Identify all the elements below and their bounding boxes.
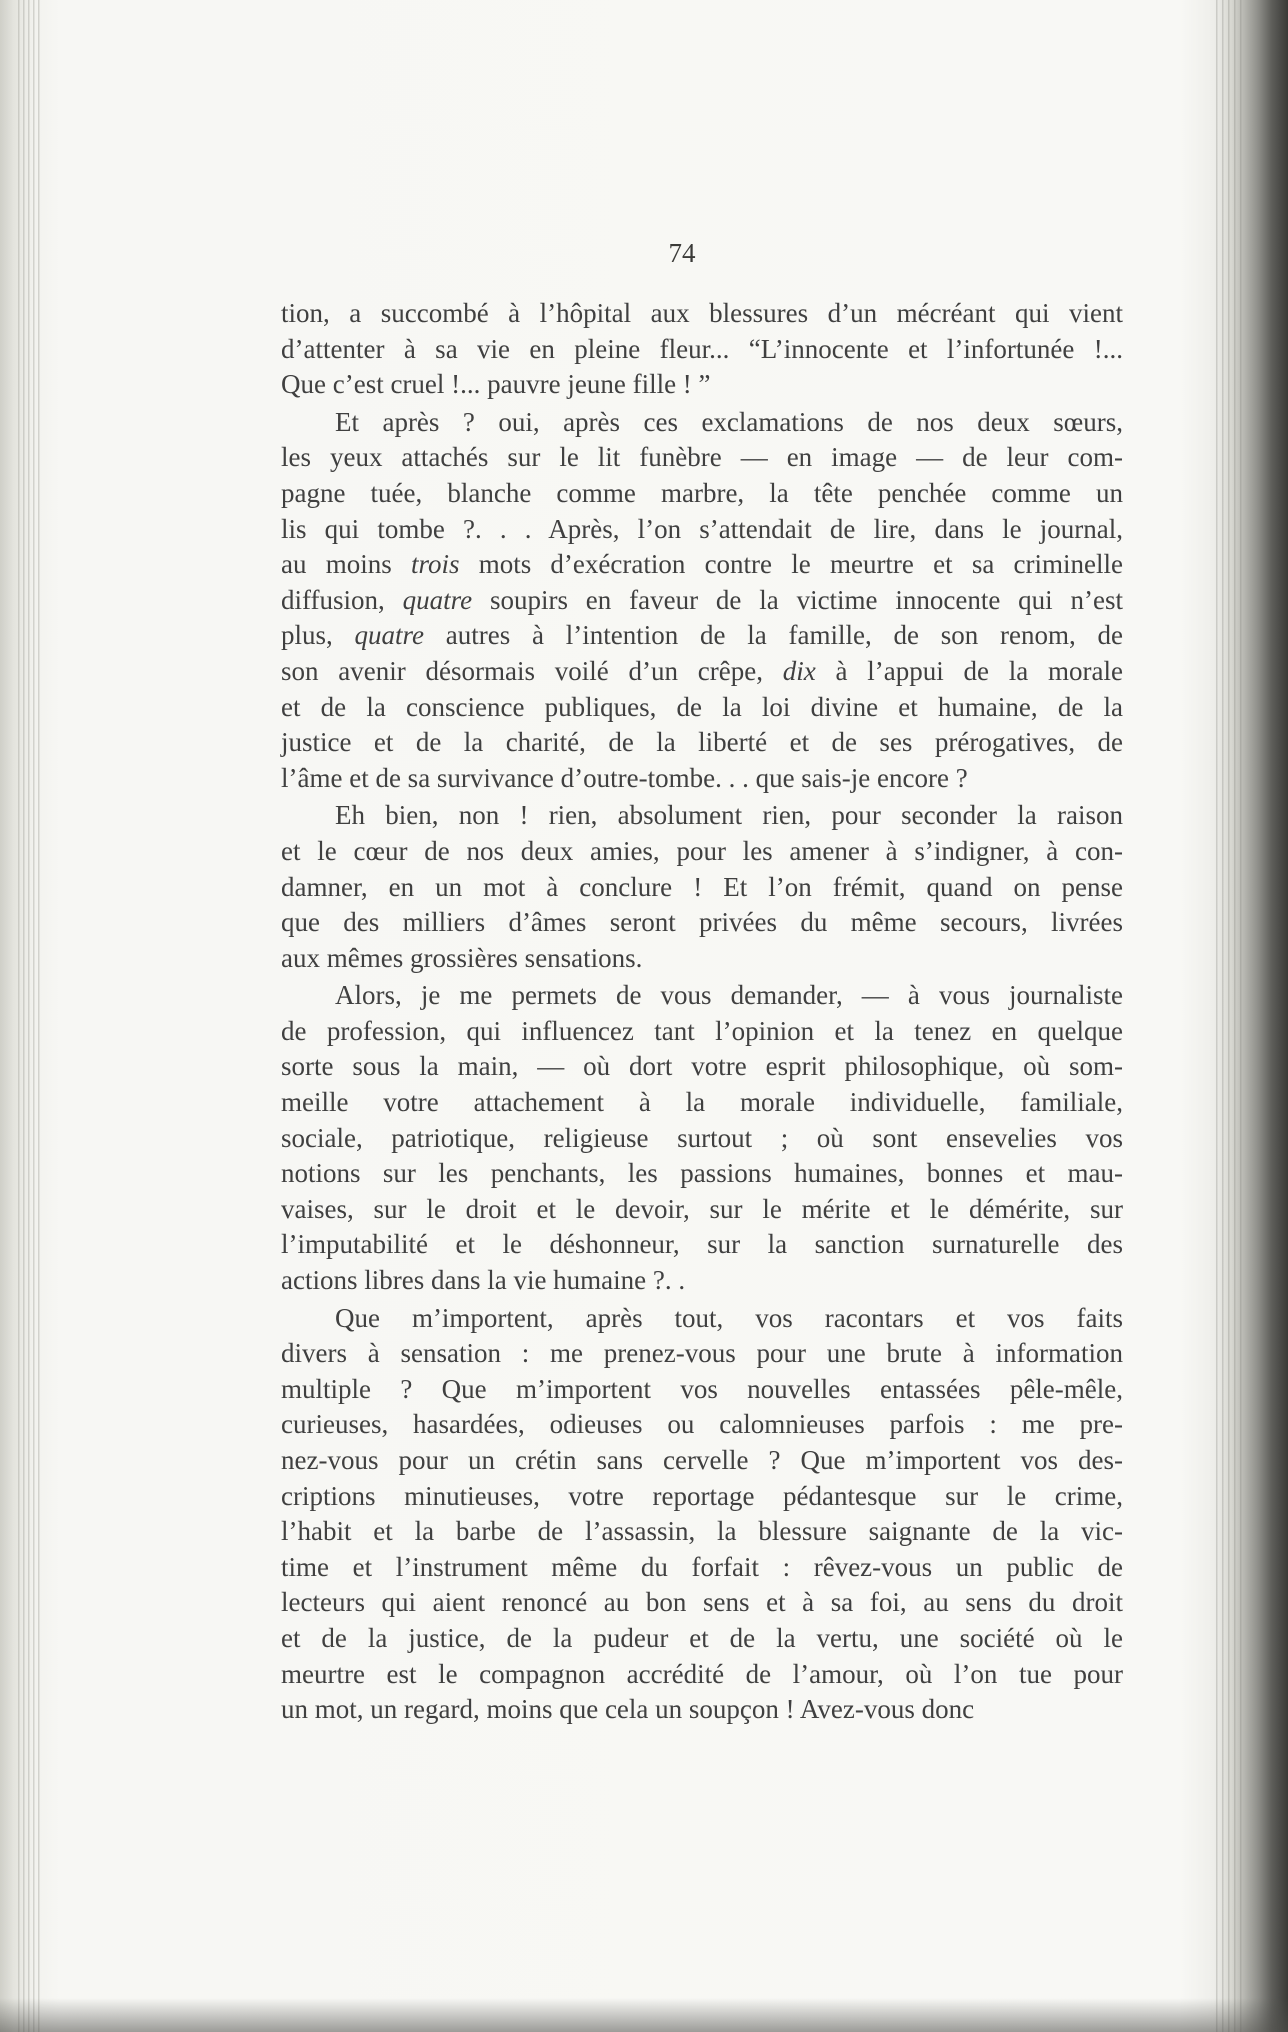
text-segment: nez-vous pour un crétin sans cervelle ? Que m’importent vos des-	[281, 1445, 1123, 1475]
text-segment: pagne tuée, blanche comme marbre, la tête penchée comme un	[281, 477, 1123, 508]
text-line	[281, 834, 1123, 870]
text-segment: tion, a succombé à l’hôpital aux blessures d’un mécréant qui vient	[281, 298, 1123, 328]
text-segment: criptions minutieuses, votre reportage pédantesque sur le crime,	[281, 1480, 1123, 1511]
text-line	[281, 618, 1123, 654]
text-segment: l’habit et la barbe de l’assassin, la blessure saignante de la vic-	[281, 1516, 1123, 1547]
text-segment: mots d’exécration contre le meurtre et sa criminelle	[459, 549, 1124, 580]
text-line	[281, 1192, 1123, 1228]
text-line	[281, 1585, 1123, 1621]
text-segment: meurtre est le compagnon accrédité de l’amour, où l’on tue pour	[281, 1658, 1123, 1689]
text-segment: lis qui tombe ?. . . Après, l’on s’attendait de lire, dans le journal,	[281, 513, 1123, 544]
text-segment: d’attenter à sa vie en pleine fleur... “L’innocente et l’infortunée !...	[281, 333, 1123, 364]
page-number: 74	[668, 238, 696, 268]
text-segment: damner, en un mot à conclure ! Et l’on frémit, quand on pense	[281, 871, 1123, 902]
text-segment: et le cœur de nos deux amies, pour les amener à s’indigner, à con-	[281, 835, 1123, 866]
text-segment: vaises, sur le droit et le devoir, sur le mérite et le démérite, sur	[281, 1193, 1123, 1224]
text-segment: et de la justice, de la pudeur et de la vertu, une société où le	[281, 1622, 1123, 1653]
text-line	[281, 512, 1123, 548]
text-segment: notions sur les penchants, les passions humaines, bonnes et mau-	[281, 1158, 1123, 1189]
text-segment: et de la conscience publiques, de la loi divine et humaine, de la	[281, 691, 1123, 722]
text-line	[281, 1407, 1123, 1443]
text-line	[281, 1372, 1123, 1408]
page-edge-right	[1216, 0, 1246, 2032]
italic-word: quatre	[402, 584, 473, 615]
text-line	[281, 1550, 1123, 1586]
text-line	[281, 725, 1123, 761]
paragraph	[281, 798, 1123, 976]
text-line	[281, 905, 1123, 941]
text-segment: meille votre attachement à la morale individuelle, familiale,	[281, 1087, 1123, 1118]
text-line	[281, 1014, 1123, 1050]
text-segment: l’imputabilité et le déshonneur, sur la sanction surnaturelle des	[281, 1229, 1123, 1260]
text-segment: que des milliers d’âmes seront privées du même secours, livrées	[281, 907, 1123, 938]
text-segment: les yeux attachés sur le lit funèbre — en image — de leur com-	[281, 442, 1123, 473]
text-segment: Que c’est cruel !... pauvre jeune fille ! ”	[281, 369, 711, 400]
text-line	[281, 1692, 1123, 1728]
text-segment: l’âme et de sa survivance d’outre-tombe. . . que sais-je encore ?	[281, 762, 968, 793]
text-segment: un mot, un regard, moins que cela un soupçon ! Avez-vous donc	[281, 1694, 975, 1725]
text-segment: son avenir désormais voilé d’un crêpe,	[281, 655, 783, 686]
text-segment: curieuses, hasardées, odieuses ou calomnieuses parfois : me pre-	[281, 1409, 1123, 1440]
text-line	[281, 1301, 1123, 1337]
text-line	[281, 798, 1123, 834]
paragraph	[281, 405, 1123, 797]
text-segment: actions libres dans la vie humaine ?. .	[281, 1265, 686, 1296]
text-segment: Et après ? oui, après ces exclamations de nos deux sœurs,	[335, 406, 1123, 437]
text-segment: au moins	[281, 549, 411, 580]
text-segment: Eh bien, non ! rien, absolument rien, pour seconder la raison	[335, 800, 1123, 831]
text-segment: diffusion,	[281, 584, 403, 615]
text-segment: Alors, je me permets de vous demander, — à vous journaliste	[335, 980, 1123, 1011]
text-segment: à l’appui de la morale	[815, 655, 1123, 686]
text-line	[281, 367, 1123, 403]
text-line	[281, 761, 1123, 797]
text-segment: plus,	[281, 620, 355, 651]
text-line	[281, 1121, 1123, 1157]
text-segment: de profession, qui influencez tant l’opinion et la tenez en quelque	[281, 1015, 1123, 1046]
paragraph	[281, 978, 1123, 1298]
text-segment: multiple ? Que m’importent vos nouvelles entassées pêle-mêle,	[281, 1373, 1123, 1404]
text-line	[281, 1479, 1123, 1515]
text-segment: soupirs en faveur de la victime innocente qui n’est	[472, 584, 1123, 615]
text-line	[281, 654, 1123, 690]
paragraph	[281, 296, 1123, 403]
text-segment: time et l’instrument même du forfait : rêvez-vous un public de	[281, 1551, 1123, 1582]
italic-word: trois	[410, 549, 460, 580]
text-segment: Que m’importent, après tout, vos racontars et vos faits	[335, 1302, 1123, 1333]
text-line	[281, 1085, 1123, 1121]
text-line	[281, 440, 1123, 476]
text-line	[281, 1336, 1123, 1372]
text-segment: justice et de la charité, de la liberté et de ses prérogatives, de	[281, 727, 1123, 758]
text-line	[281, 870, 1123, 906]
text-segment: divers à sensation : me prenez-vous pour une brute à information	[281, 1338, 1123, 1369]
text-segment: autres à l’intention de la famille, de son renom, de	[424, 620, 1123, 651]
text-segment: sorte sous la main, — où dort votre esprit philosophique, où som-	[281, 1051, 1123, 1082]
text-line	[281, 1156, 1123, 1192]
text-line	[281, 583, 1123, 619]
body-text	[281, 296, 1123, 1730]
text-segment: sociale, patriotique, religieuse surtout ; où sont ensevelies vos	[281, 1122, 1123, 1153]
text-line	[281, 405, 1123, 441]
text-line	[281, 1514, 1123, 1550]
page-edge-left	[18, 0, 40, 2032]
text-line	[281, 332, 1123, 368]
paragraph	[281, 1301, 1123, 1728]
text-line	[281, 1049, 1123, 1085]
text-line	[281, 1263, 1123, 1299]
text-line	[281, 1621, 1123, 1657]
text-line	[281, 1443, 1123, 1479]
italic-word: quatre	[354, 620, 425, 651]
text-line	[281, 690, 1123, 726]
text-line	[281, 296, 1123, 332]
text-segment: aux mêmes grossières sensations.	[281, 942, 643, 973]
bottom-shadow	[0, 1998, 1288, 2032]
text-line	[281, 978, 1123, 1014]
text-line	[281, 476, 1123, 512]
text-line	[281, 1227, 1123, 1263]
text-line	[281, 941, 1123, 977]
text-line	[281, 547, 1123, 583]
text-line	[281, 1657, 1123, 1693]
text-segment: lecteurs qui aient renoncé au bon sens et à sa foi, au sens du droit	[281, 1587, 1123, 1618]
italic-word: dix	[782, 655, 816, 686]
